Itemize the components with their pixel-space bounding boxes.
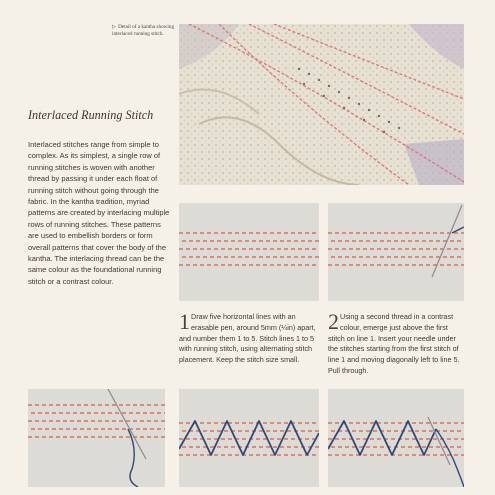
step-2: [328, 309, 464, 377]
section-body: Interlaced stitches range from simple to complex. As its simplest, a single row of running stitches is woven with another thread by passing it under each float of running stitch without going through the fabric. In the kantha tradition, myriad patterns are created by interlacing multiple rows of running stitches. These patterns are used to embellish borders or form overall patterns that cover the body of the kantha. The interlacing thread can be the same colour as the foundational running stitch or a contrast colour.: [28, 140, 170, 286]
step-1-text: Draw five horizontal lines with an erasable pen, around 5mm (¼in) apart, and number them 1 to 5. Stitch lines 1 to 5 with running stitch, using alternating stitch placement. Keep the stitch size small.: [179, 312, 316, 365]
photo-caption: [112, 24, 176, 38]
step-2-number: 2: [328, 309, 339, 334]
step1-photo: [179, 203, 319, 301]
step2-photo: [328, 203, 464, 301]
step-1-number: 1: [179, 309, 190, 334]
caption-arrow-icon: ▷: [112, 25, 116, 30]
step4-photo: [179, 389, 319, 487]
step5-photo: [328, 389, 464, 487]
step3-photo: [28, 389, 165, 487]
kantha-detail-photo: [179, 24, 464, 185]
section-title: Interlaced Running Stitch: [28, 108, 154, 122]
step-1: [179, 309, 319, 366]
caption-text: Detail of a kantha showing interlaced running stitch.: [112, 24, 175, 38]
step-2-text: Using a second thread in a contrast colour, emerge just above the first stitch on line 1. Insert your needle under the stitches starting from the first stitch of line 1 and moving diagonally left to line 5. Pull through.: [328, 312, 460, 375]
